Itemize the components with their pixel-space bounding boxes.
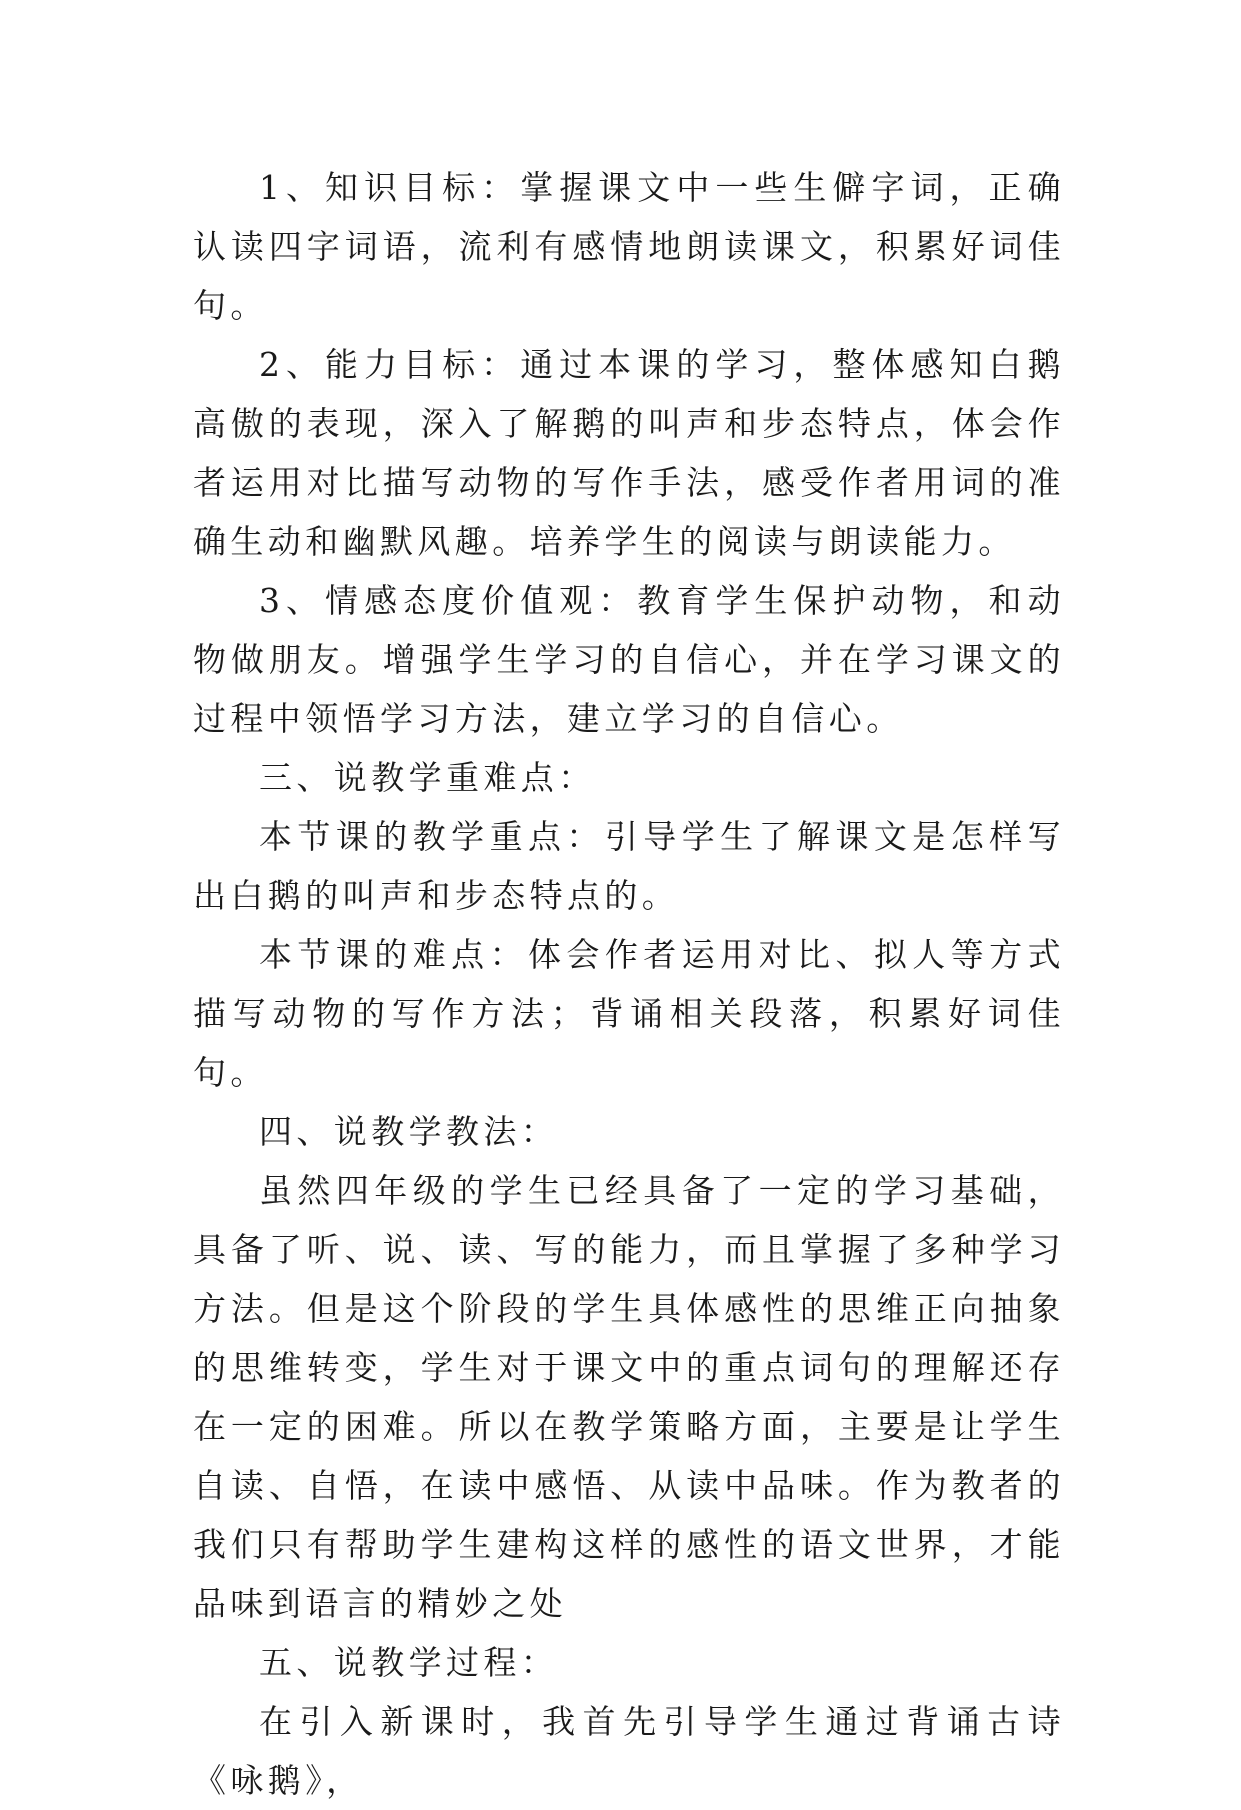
section-heading-key-points: 三、说教学重难点： — [259, 758, 596, 797]
paragraph-ability-goal: 2、能力目标：通过本课的学习，整体感知白鹅高傲的表现，深入了解鹅的叫声和步态特点，体会作者运用对比描写动物的写作手法，感受作者用词的准确生动和幽默风趣。培养学生的阅读与朗读能力。 — [193, 345, 1065, 561]
section-heading-teaching-method: 四、说教学教法： — [259, 1112, 559, 1151]
paragraph-teaching-method: 虽然四年级的学生已经具备了一定的学习基础，具备了听、说、读、写的能力，而且掌握了多种学习方法。但是这个阶段的学生具体感性的思维正向抽象的思维转变，学生对于课文中的重点词句的理解还存在一定的困难。所以在教学策略方面，主要是让学生自读、自悟，在读中感悟、从读中品味。作为教者的我们只有帮助学生建构这样的感性的语文世界，才能品味到语言的精妙之处 — [193, 1171, 1065, 1623]
paragraph-difficult-point: 本节课的难点：体会作者运用对比、拟人等方式描写动物的写作方法；背诵相关段落，积累好词佳句。 — [193, 935, 1065, 1092]
section-heading-teaching-process: 五、说教学过程： — [259, 1643, 559, 1682]
paragraph-emotion-goal: 3、情感态度价值观：教育学生保护动物，和动物做朋友。增强学生学习的自信心，并在学习课文的过程中领悟学习方法，建立学习的自信心。 — [193, 581, 1065, 738]
paragraph-teaching-process: 在引入新课时，我首先引导学生通过背诵古诗《咏鹅》， — [193, 1702, 1065, 1800]
paragraph-key-point: 本节课的教学重点：引导学生了解课文是怎样写出白鹅的叫声和步态特点的。 — [193, 817, 1065, 915]
paragraph-knowledge-goal: 1、知识目标：掌握课文中一些生僻字词，正确认读四字词语，流利有感情地朗读课文，积累好词佳句。 — [193, 168, 1065, 325]
document-body — [193, 158, 1065, 1810]
